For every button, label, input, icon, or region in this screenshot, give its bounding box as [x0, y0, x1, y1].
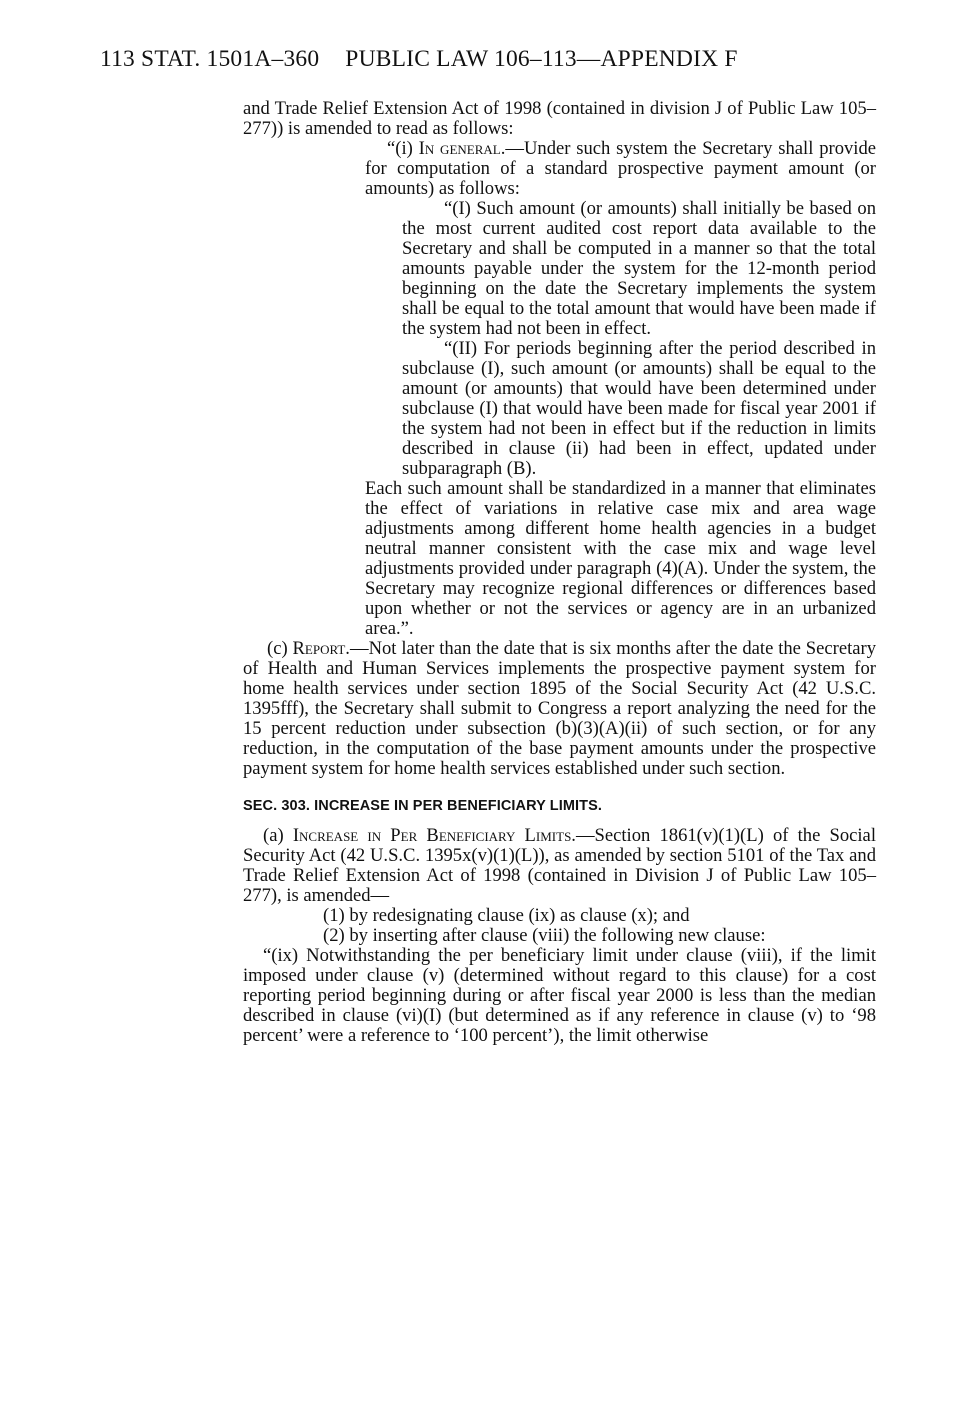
subsection-a — [243, 826, 876, 906]
clause-i-body: —Under such system the Secretary shall provide for computation of a standard prospective payment amount (or amounts) as follows: — [365, 138, 877, 199]
statute-citation: 113 STAT. 1501A–360 — [100, 46, 320, 72]
report-body: —Not later than the date that is six months after the date the Secretary of Health and Human Services implements the prospective payment system for home health services under section 1895 of the Social Security Act (42 U.S.C. 1395fff), the Secretary shall submit to Congress a report analyzing the need for the 15 percent reduction under subsection (b)(3)(A)(ii) of such section, or for any reduction, in the computation of the base payment amounts under the prospective payment system for home health services established under such section. — [243, 638, 876, 779]
report-caption: Report. — [292, 638, 350, 659]
clause-i-open: “(i) — [387, 138, 419, 159]
clause-i-caption: In general. — [418, 138, 506, 159]
report-label: (c) — [267, 638, 293, 659]
clause-i-general — [243, 139, 876, 199]
section-heading: SEC. 303. INCREASE IN PER BENEFICIARY LIMITS. — [243, 798, 603, 814]
subsection-a-body: —Section 1861(v)(1)(L) of the Social Security Act (42 U.S.C. 1395x(v)(1)(L)), as amended by section 5101 of the Tax and Trade Relief Extension Act of 1998 (contained in Division J of Public Law 105–277), is amended— — [243, 825, 876, 906]
standardization-paragraph: Each such amount shall be standardized in a manner that eliminates the effect of variations in relative case mix and area wage adjustments among different home health agencies in a budget neutral manner consistent with the case mix and wage level adjustments provided under paragraph (4)(A). Under the system, the Secretary may recognize regional differences or differences based upon whether or not the services or agency are in an urbanized area.”. — [365, 478, 876, 639]
clause-ix: “(ix) Notwithstanding the per beneficiary limit under clause (viii), if the limit imposed under clause (v) (determined without regard to this clause) for a cost reporting period beginning during or after fiscal year 2000 is less than the median described in clause (vi)(I) (but determined as if any reference in clause (v) to ‘98 percent’ were a reference to ‘100 percent’), the limit otherwise — [243, 945, 876, 1046]
report-paragraph — [243, 639, 876, 779]
intro-paragraph: and Trade Relief Extension Act of 1998 (contained in division J of Public Law 105–277)) is amended to read as follows: — [243, 98, 876, 139]
page-header — [100, 46, 738, 73]
list-item: (1) by redesignating clause (ix) as clause (x); and — [323, 905, 690, 926]
subsection-a-label: (a) — [263, 825, 293, 846]
subclause-I: “(I) Such amount (or amounts) shall initially be based on the most current audited cost report data available to the Secretary and shall be computed in a manner so that the total amounts payable under the system for the 12-month period beginning on the date the Secretary implements the system shall be equal to the total amount that would have been made if the system had not been in effect. — [402, 198, 876, 339]
law-title: PUBLIC LAW 106–113—APPENDIX F — [345, 46, 738, 72]
subclause-II: “(II) For periods beginning after the period described in subclause (I), such amount (or amounts) shall be equal to the amount (or amounts) that would have been determined under subclause (I) that would have been made for fiscal year 2001 if the system had not been in effect but if the reduction in limits described in clause (ii) had been in effect, updated under subparagraph (B). — [402, 338, 876, 479]
subsection-a-caption: Increase in Per Beneficiary Limits. — [292, 825, 576, 846]
document-body — [243, 99, 876, 1046]
list-item: (2) by inserting after clause (viii) the following new clause: — [323, 925, 766, 946]
